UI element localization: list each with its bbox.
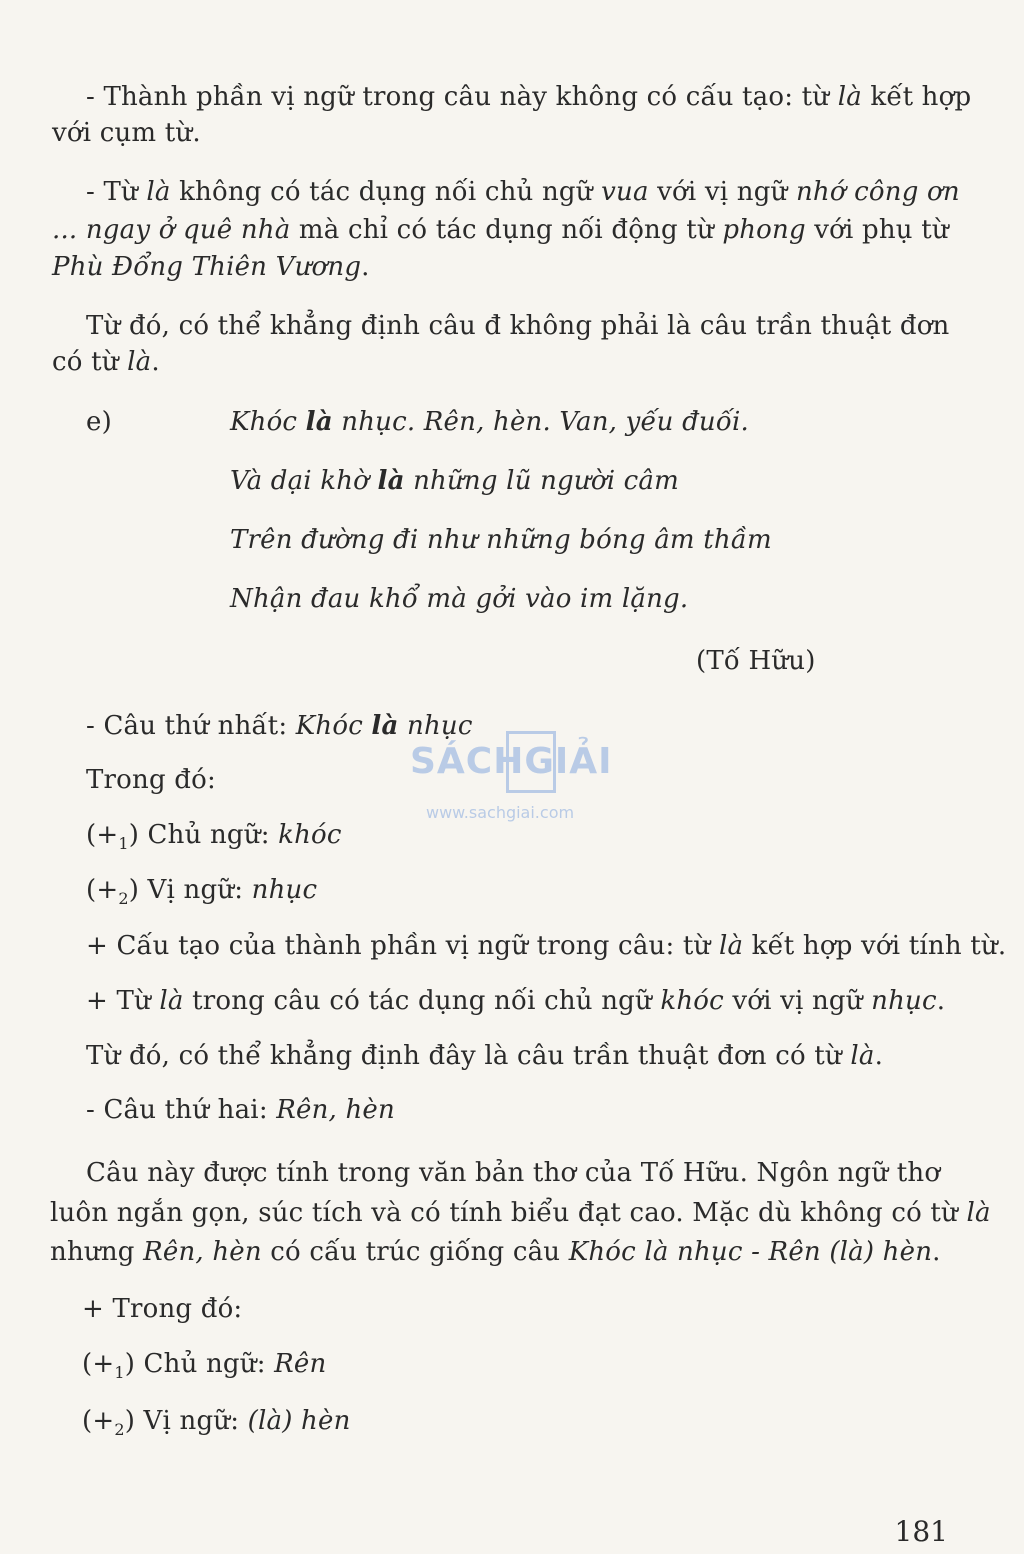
paragraph-3-line-1: Từ đó, có thể khẳng định câu đ không phải là câu trần thuật đơn xyxy=(86,311,950,341)
poem-line-1: Khóc là nhục. Rên, hèn. Van, yếu đuối. xyxy=(230,407,749,437)
second-sentence-trong-do: + Trong đó: xyxy=(82,1294,243,1324)
poem-line-2: Và dại khờ là những lũ người câm xyxy=(230,466,679,496)
page-number: 181 xyxy=(894,1515,948,1548)
poem-line-4: Nhận đau khổ mà gởi vào im lặng. xyxy=(230,584,689,614)
first-sentence-heading: - Câu thứ nhất: Khóc là nhục xyxy=(86,711,473,741)
paragraph-3-line-2: có từ là. xyxy=(52,347,160,377)
paragraph-2-line-2: ... ngay ở quê nhà mà chỉ có tác dụng nối động từ phong với phụ từ xyxy=(52,215,949,245)
first-sentence-predicate: $(+_2)$ Vị ngữ: nhục xyxy=(86,875,318,909)
first-sentence-function: + Từ là trong câu có tác dụng nối chủ ngữ khóc với vị ngữ nhục. xyxy=(86,986,946,1016)
paragraph-4-line-3: nhưng Rên, hèn có cấu trúc giống câu Khóc là nhục - Rên (là) hèn. xyxy=(50,1237,941,1267)
first-sentence-conclusion: Từ đó, có thể khẳng định đây là câu trần thuật đơn có từ là. xyxy=(86,1041,884,1071)
second-sentence-subject: $(+_1)$ Chủ ngữ: Rên xyxy=(82,1349,327,1383)
first-sentence-structure: + Cấu tạo của thành phần vị ngữ trong câu: từ là kết hợp với tính từ. xyxy=(86,931,1007,961)
poem-line-3: Trên đường đi như những bóng âm thầm xyxy=(230,525,772,555)
paragraph-2-line-3: Phù Đổng Thiên Vương. xyxy=(52,252,370,282)
paragraph-1-line-2: với cụm từ. xyxy=(52,118,201,148)
poem-author: (Tố Hữu) xyxy=(696,646,816,676)
second-sentence-heading: - Câu thứ hai: Rên, hèn xyxy=(86,1095,395,1125)
paragraph-4-line-1: Câu này được tính trong văn bản thơ của Tố Hữu. Ngôn ngữ thơ xyxy=(86,1158,941,1188)
paragraph-1-line-1: - Thành phần vị ngữ trong câu này không có cấu tạo: từ là kết hợp xyxy=(86,82,972,112)
first-sentence-subject: $(+_1)$ Chủ ngữ: khóc xyxy=(86,820,342,854)
paragraph-2-line-1: - Từ là không có tác dụng nối chủ ngữ vua với vị ngữ nhớ công ơn xyxy=(86,177,960,207)
watermark-logo-text: SÁCHGIẢI xyxy=(410,741,613,782)
sachgiai-watermark xyxy=(410,727,620,823)
paragraph-4-line-2: luôn ngắn gọn, súc tích và có tính biểu đạt cao. Mặc dù không có từ là xyxy=(50,1198,991,1228)
poem-label: e) xyxy=(86,407,112,437)
second-sentence-predicate: $(+_2)$ Vị ngữ: (là) hèn xyxy=(82,1406,351,1440)
first-sentence-trong-do: Trong đó: xyxy=(86,765,216,795)
watermark-url: www.sachgiai.com xyxy=(426,803,575,822)
